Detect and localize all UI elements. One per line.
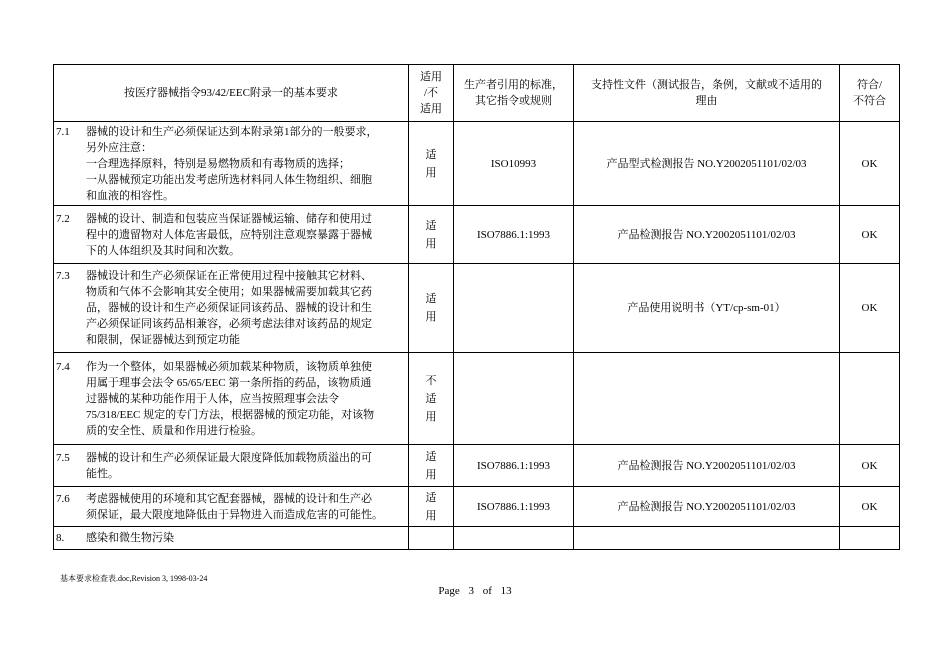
table-row	[54, 264, 900, 353]
footer-page-number	[0, 585, 950, 597]
conform-cell: OK	[840, 445, 900, 487]
requirement-cell	[54, 487, 409, 527]
document-cell: 产品检测报告 NO.Y2002051101/02/03	[574, 445, 840, 487]
footer-document-info: 基本要求检查表.doc,Revision 3, 1998-03-24	[60, 574, 208, 583]
requirement-cell	[54, 122, 409, 206]
page-total: 13	[500, 585, 512, 597]
header-applicable: 适用 /不 适用	[409, 65, 454, 122]
requirement-cell	[54, 264, 409, 353]
applicable-cell	[409, 527, 454, 550]
requirement-text: 感染和微生物污染	[86, 532, 174, 544]
requirement-text: 考虑器械使用的环境和其它配套器械，器械的设计和生产必 须保证，最大限度地降低由于异物进入而造成危害的可能性。	[86, 492, 383, 521]
page-of: of	[482, 585, 492, 597]
document-cell: 产品检测报告 NO.Y2002051101/02/03	[574, 487, 840, 527]
page-current: 3	[468, 585, 474, 597]
requirements-table	[53, 64, 900, 550]
standard-cell	[454, 527, 574, 550]
requirement-text: 器械的设计和生产必须保证达到本附录第1部分的一般要求， 另外应注意： 一合理选择原料，特别是易燃物质和有毒物质的选择； 一从器械预定功能出发考虑所选材料同人体生物组织、细胞 和血液的相容性。	[86, 125, 378, 202]
requirement-number: 7.6	[56, 492, 70, 505]
standard-cell: ISO7886.1:1993	[454, 206, 574, 264]
requirement-text: 器械设计和生产必须保证在正常使用过程中接触其它材料、 物质和气体不会影响其安全使用；如果器械需要加载其它药 品，器械的设计和生产必须保证同该药品、器械的设计和生 产必须保证同该药品相兼容，必须考虑法律对该药品的规定 和限制，保证器械达到预定功能	[86, 270, 372, 346]
conform-cell: OK	[840, 487, 900, 527]
table-row	[54, 353, 900, 445]
applicable-cell: 适 用	[409, 206, 454, 264]
table-header-row	[54, 65, 900, 122]
requirement-number: 7.1	[56, 125, 70, 138]
applicable-cell: 适 用	[409, 487, 454, 527]
header-document: 支持性文件（测试报告，条例，文献或不适用的 理由	[574, 65, 840, 122]
conform-cell	[840, 527, 900, 550]
requirement-text: 器械的设计和生产必须保证最大限度降低加载物质溢出的可 能性。	[86, 451, 372, 480]
document-cell	[574, 353, 840, 445]
conform-cell: OK	[840, 264, 900, 353]
requirement-number: 8.	[56, 532, 65, 544]
header-requirement: 按医疗器械指令93/42/EEC附录一的基本要求	[54, 65, 409, 122]
table-row	[54, 487, 900, 527]
requirement-number: 7.3	[56, 270, 70, 282]
standard-cell: ISO7886.1:1993	[454, 487, 574, 527]
document-cell	[574, 527, 840, 550]
requirement-number: 7.2	[56, 212, 70, 225]
requirement-number: 7.4	[56, 360, 70, 373]
requirement-cell	[54, 353, 409, 445]
applicable-cell: 适 用	[409, 445, 454, 487]
applicable-cell: 适 用	[409, 264, 454, 353]
document-cell: 产品型式检测报告 NO.Y2002051101/02/03	[574, 122, 840, 206]
table-row	[54, 445, 900, 487]
standard-cell: ISO7886.1:1993	[454, 445, 574, 487]
standard-cell: ISO10993	[454, 122, 574, 206]
table-row	[54, 527, 900, 550]
requirement-cell	[54, 445, 409, 487]
standard-cell	[454, 353, 574, 445]
conform-cell	[840, 353, 900, 445]
requirement-number: 7.5	[56, 451, 70, 464]
conform-cell: OK	[840, 206, 900, 264]
requirement-cell	[54, 206, 409, 264]
header-standard: 生产者引用的标准， 其它指令或规则	[454, 65, 574, 122]
document-cell: 产品检测报告 NO.Y2002051101/02/03	[574, 206, 840, 264]
header-conform: 符合/ 不符合	[840, 65, 900, 122]
requirement-text: 作为一个整体，如果器械必须加载某种物质，该物质单独使 用属于理事会法令 65/65/EEC 第一条所指的药品，该物质通 过器械的某种功能作用于人体，应当按照理事会法令 75/318/EEC 规定的专门方法，根据器械的预定功能，对该物 质的安全性、质量和作用进行检验。	[86, 360, 375, 437]
requirement-text: 器械的设计、制造和包装应当保证器械运输、储存和使用过 程中的遗留物对人体危害最低，应特别注意观察暴露于器械 下的人体组织及其时间和次数。	[86, 212, 372, 257]
requirement-cell	[54, 527, 409, 550]
page-label: Page	[438, 585, 460, 597]
conform-cell: OK	[840, 122, 900, 206]
table-row	[54, 122, 900, 206]
standard-cell	[454, 264, 574, 353]
applicable-cell: 适 用	[409, 122, 454, 206]
applicable-cell: 不 适 用	[409, 353, 454, 445]
document-cell: 产品使用说明书（YT/cp-sm-01）	[574, 264, 840, 353]
table-row	[54, 206, 900, 264]
